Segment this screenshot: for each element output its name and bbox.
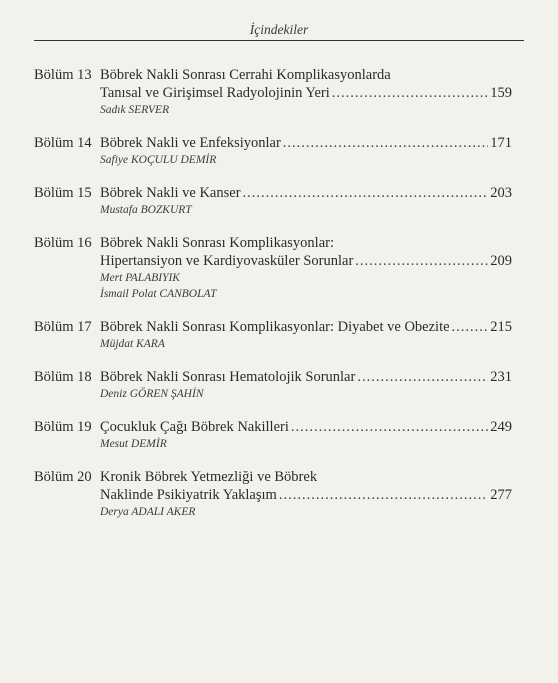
chapter-title: Böbrek Nakli Sonrası Komplikasyonlar: [100, 235, 334, 251]
chapter-title: Böbrek Nakli ve Enfeksiyonlar [100, 135, 281, 151]
chapter-label: Bölüm 13 [34, 67, 92, 83]
page-number: 215 [490, 319, 512, 335]
chapter-title-continued: Tanısal ve Girişimsel Radyolojinin Yeri [100, 85, 330, 101]
dot-leader [452, 318, 489, 336]
dot-leader [332, 84, 488, 102]
author-name: İsmail Polat CANBOLAT [100, 288, 217, 300]
chapter-title: Böbrek Nakli Sonrası Komplikasyonlar: Diyabet ve Obezite [100, 319, 450, 335]
toc-entry-20 [34, 468, 512, 520]
toc-entry-15 [34, 184, 512, 218]
toc-entry-19 [34, 418, 512, 452]
author-name: Müjdat KARA [100, 338, 165, 350]
chapter-label: Bölüm 14 [34, 135, 92, 151]
chapter-title: Kronik Böbrek Yetmezliği ve Böbrek [100, 469, 318, 485]
header-rule [34, 40, 524, 41]
chapter-label: Bölüm 17 [34, 319, 92, 335]
chapter-title-continued: Naklinde Psikiyatrik Yaklaşım [100, 487, 277, 503]
page-number: 171 [490, 135, 512, 151]
toc-entry-17 [34, 318, 512, 352]
chapter-title: Böbrek Nakli Sonrası Cerrahi Komplikasyonlarda [100, 67, 391, 83]
chapter-title-continued: Hipertansiyon ve Kardiyovasküler Sorunlar [100, 253, 354, 269]
page-number: 249 [490, 419, 512, 435]
author-name: Deniz GÖREN ŞAHİN [100, 388, 204, 400]
author-name: Mustafa BOZKURT [100, 204, 192, 216]
author-name: Derya ADALI AKER [100, 506, 196, 518]
chapter-label: Bölüm 19 [34, 419, 92, 435]
dot-leader [243, 184, 489, 202]
dot-leader [355, 252, 488, 270]
toc-entry-16 [34, 234, 512, 302]
author-name: Sadık SERVER [100, 104, 170, 116]
chapter-title: Böbrek Nakli ve Kanser [100, 185, 241, 201]
page-number: 277 [490, 487, 512, 503]
toc-entry-18 [34, 368, 512, 402]
dot-leader [279, 486, 488, 504]
dot-leader [357, 368, 488, 386]
dot-leader [283, 134, 488, 152]
author-name: Mesut DEMİR [100, 438, 167, 450]
page-number: 159 [490, 85, 512, 101]
chapter-title: Çocukluk Çağı Böbrek Nakilleri [100, 419, 289, 435]
page-number: 231 [490, 369, 512, 385]
table-of-contents [34, 66, 512, 520]
dot-leader [291, 418, 488, 436]
toc-entry-13 [34, 66, 512, 118]
page-number: 209 [490, 253, 512, 269]
author-name: Safiye KOÇULU DEMİR [100, 154, 217, 166]
author-name: Mert PALABIYIK [100, 272, 180, 284]
page-number: 203 [490, 185, 512, 201]
toc-entry-14 [34, 134, 512, 168]
chapter-label: Bölüm 20 [34, 469, 92, 485]
chapter-label: Bölüm 15 [34, 185, 92, 201]
page-header: İçindekiler [249, 22, 309, 37]
chapter-label: Bölüm 16 [34, 235, 92, 251]
chapter-title: Böbrek Nakli Sonrası Hematolojik Sorunlar [100, 369, 356, 385]
chapter-label: Bölüm 18 [34, 369, 92, 385]
